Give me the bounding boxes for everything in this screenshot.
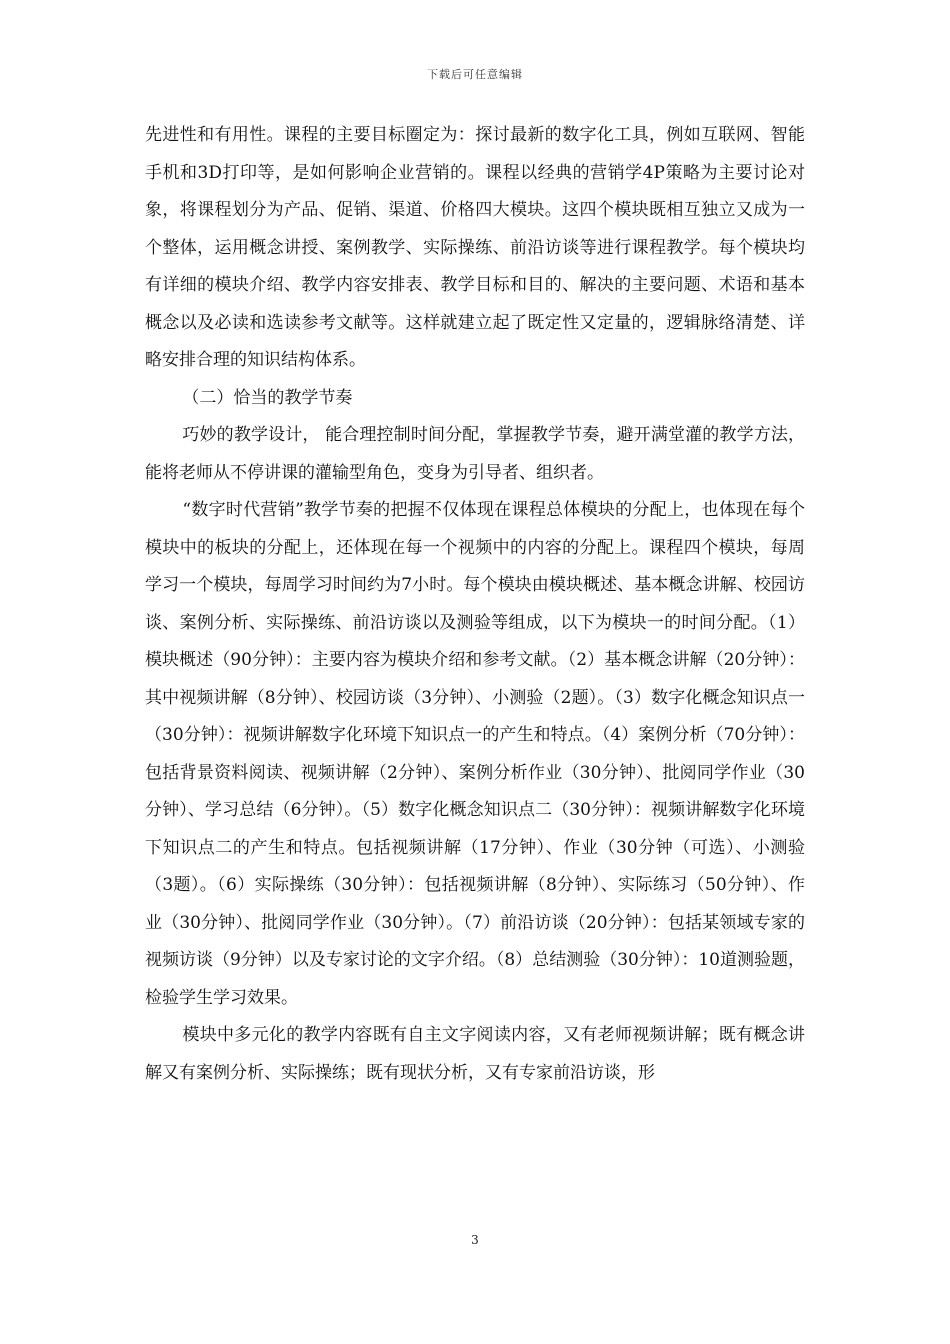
paragraph-4: 模块中多元化的教学内容既有自主文字阅读内容，又有老师视频讲解；既有概念讲解又有案例分析、实际操练；既有现状分析，又有专家前沿访谈，形 [145, 1025, 805, 1083]
page-header: 下载后可任意编辑 [427, 68, 523, 81]
paragraph-3: “数字时代营销”教学节奏的把握不仅体现在课程总体模块的分配上，也体现在每个模块中的板块的分配上，还体现在每一个视频中的内容的分配上。课程四个模块，每周学习一个模块，每周学习时间约为7小时。每个模块由模块概述、基本概念讲解、校园访谈、案例分析、实际操练、前沿访谈以及测验等组成，以下为模块一的时间分配。（1）模块概述（90分钟）：主要内容为模块介绍和参考文献。（2）基本概念讲解（20分钟）：其中视频讲解（8分钟）、校园访谈（3分钟）、小测验（2题）。（3）数字化概念知识点一（30分钟）：视频讲解数字化环境下知识点一的产生和特点。（4）案例分析（70分钟）：包括背景资料阅读、视频讲解（2分钟）、案例分析作业（30分钟）、批阅同学作业（30分钟）、学习总结（6分钟）。（5）数字化概念知识点二（30分钟）：视频讲解数字化环境下知识点二的产生和特点。包括视频讲解（17分钟）、作业（30分钟（可选）、小测验（3题）。（6）实际操练（30分钟）：包括视频讲解（8分钟）、实际练习（50分钟）、作业（30分钟）、批阅同学作业（30分钟）。（7）前沿访谈（20分钟）：包括某领域专家的视频访谈（9分钟）以及专家讨论的文字介绍。（8）总结测验（30分钟）：10道测验题，检验学生学习效果。 [145, 500, 805, 1008]
section-heading: （二）恰当的教学节奏 [182, 387, 353, 408]
paragraph-2: 巧妙的教学设计， 能合理控制时间分配，掌握教学节奏，避开满堂灌的教学方法，能将老师从不停讲课的灌输型角色，变身为引导者、组织者。 [145, 425, 805, 483]
paragraph-1: 先进性和有用性。课程的主要目标圈定为：探讨最新的数字化工具，例如互联网、智能手机和3D打印等，是如何影响企业营销的。课程以经典的营销学4P策略为主要讨论对象，将课程划分为产品、促销、渠道、价格四大模块。这四个模块既相互独立又成为一个整体，运用概念讲授、案例教学、实际操练、前沿访谈等进行课程教学。每个模块均有详细的模块介绍、教学内容安排表、教学目标和目的、解决的主要问题、术语和基本概念以及必读和选读参考文献等。这样就建立起了既定性又定量的，逻辑脉络清楚、详略安排合理的知识结构体系。 [145, 125, 805, 370]
body-text [145, 117, 805, 1092]
page-number: 3 [471, 1233, 479, 1247]
